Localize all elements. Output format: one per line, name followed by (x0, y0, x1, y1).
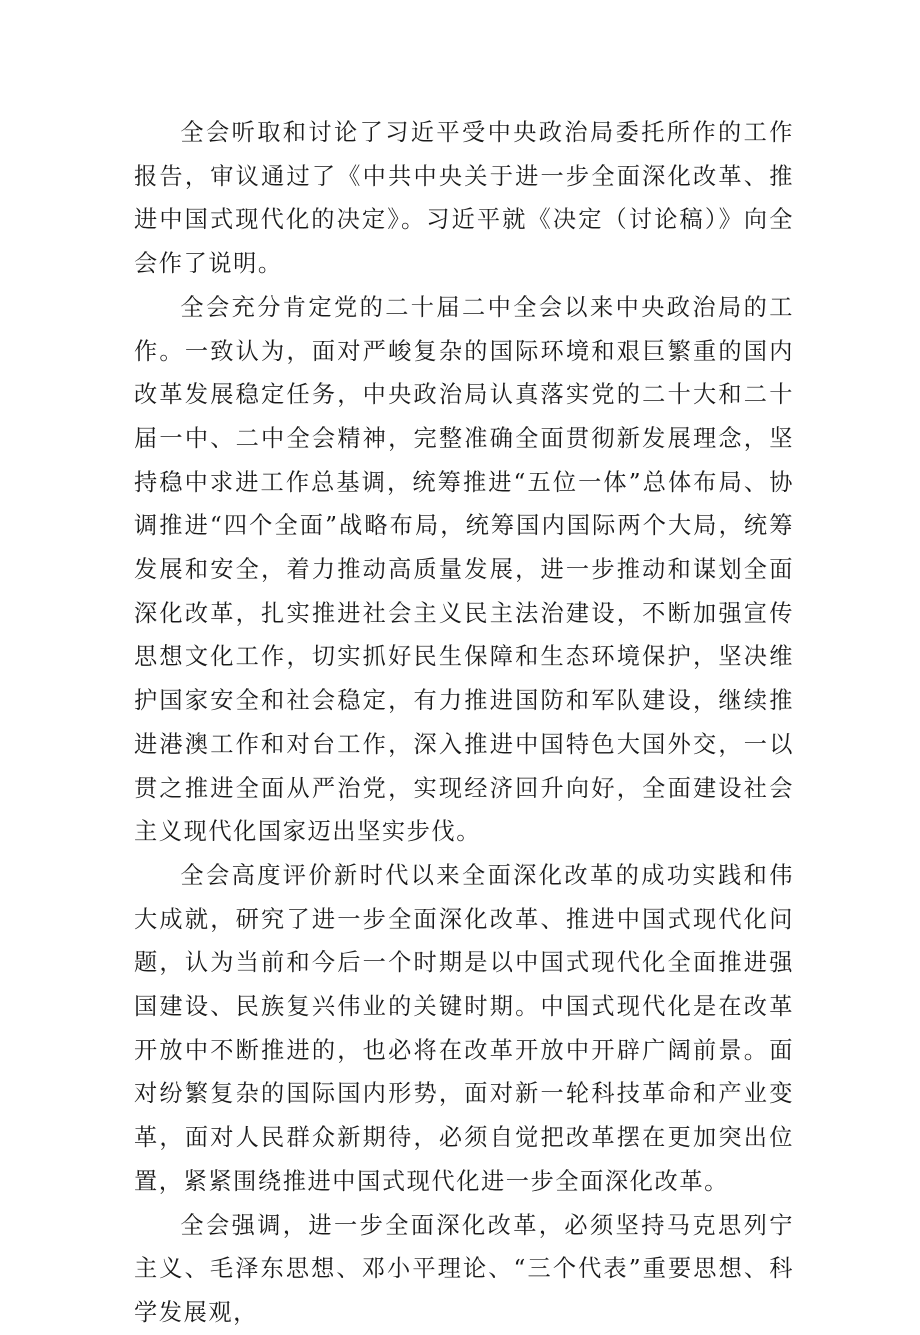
paragraph-4: 全会强调，进一步全面深化改革，必须坚持马克思列宁主义、毛泽东思想、邓小平理论、“三个代表”重要思想、科学发展观， (134, 1211, 794, 1326)
paragraph-1: 全会听取和讨论了习近平受中央政治局委托所作的工作报告，审议通过了《中共中央关于进一步全面深化改革、推进中国式现代化的决定》。习近平就《决定（讨论稿）》向全会作了说明。 (134, 119, 794, 278)
paragraph-3: 全会高度评价新时代以来全面深化改革的成功实践和伟大成就，研究了进一步全面深化改革、推进中国式现代化问题，认为当前和今后一个时期是以中国式现代化全面推进强国建设、民族复兴伟业的关键时期。中国式现代化是在改革开放中不断推进的，也必将在改革开放中开辟广阔前景。面对纷繁复杂的国际国内形势，面对新一轮科技革命和产业变革，面对人民群众新期待，必须自觉把改革摆在更加突出位置，紧紧围绕推进中国式现代化进一步全面深化改革。 (134, 861, 794, 1195)
document-body (134, 111, 794, 1335)
paragraph-2: 全会充分肯定党的二十届二中全会以来中央政治局的工作。一致认为，面对严峻复杂的国际环境和艰巨繁重的国内改革发展稳定任务，中央政治局认真落实党的二十大和二十届一中、二中全会精神，完整准确全面贯彻新发展理念，坚持稳中求进工作总基调，统筹推进“五位一体”总体布局、协调推进“四个全面”战略布局，统筹国内国际两个大局，统筹发展和安全，着力推动高质量发展，进一步推动和谋划全面深化改革，扎实推进社会主义民主法治建设，不断加强宣传思想文化工作，切实抓好民生保障和生态环境保护，坚决维护国家安全和社会稳定，有力推进国防和军队建设，继续推进港澳工作和对台工作，深入推进中国特色大国外交，一以贯之推进全面从严治党，实现经济回升向好，全面建设社会主义现代化国家迈出坚实步伐。 (134, 293, 794, 846)
